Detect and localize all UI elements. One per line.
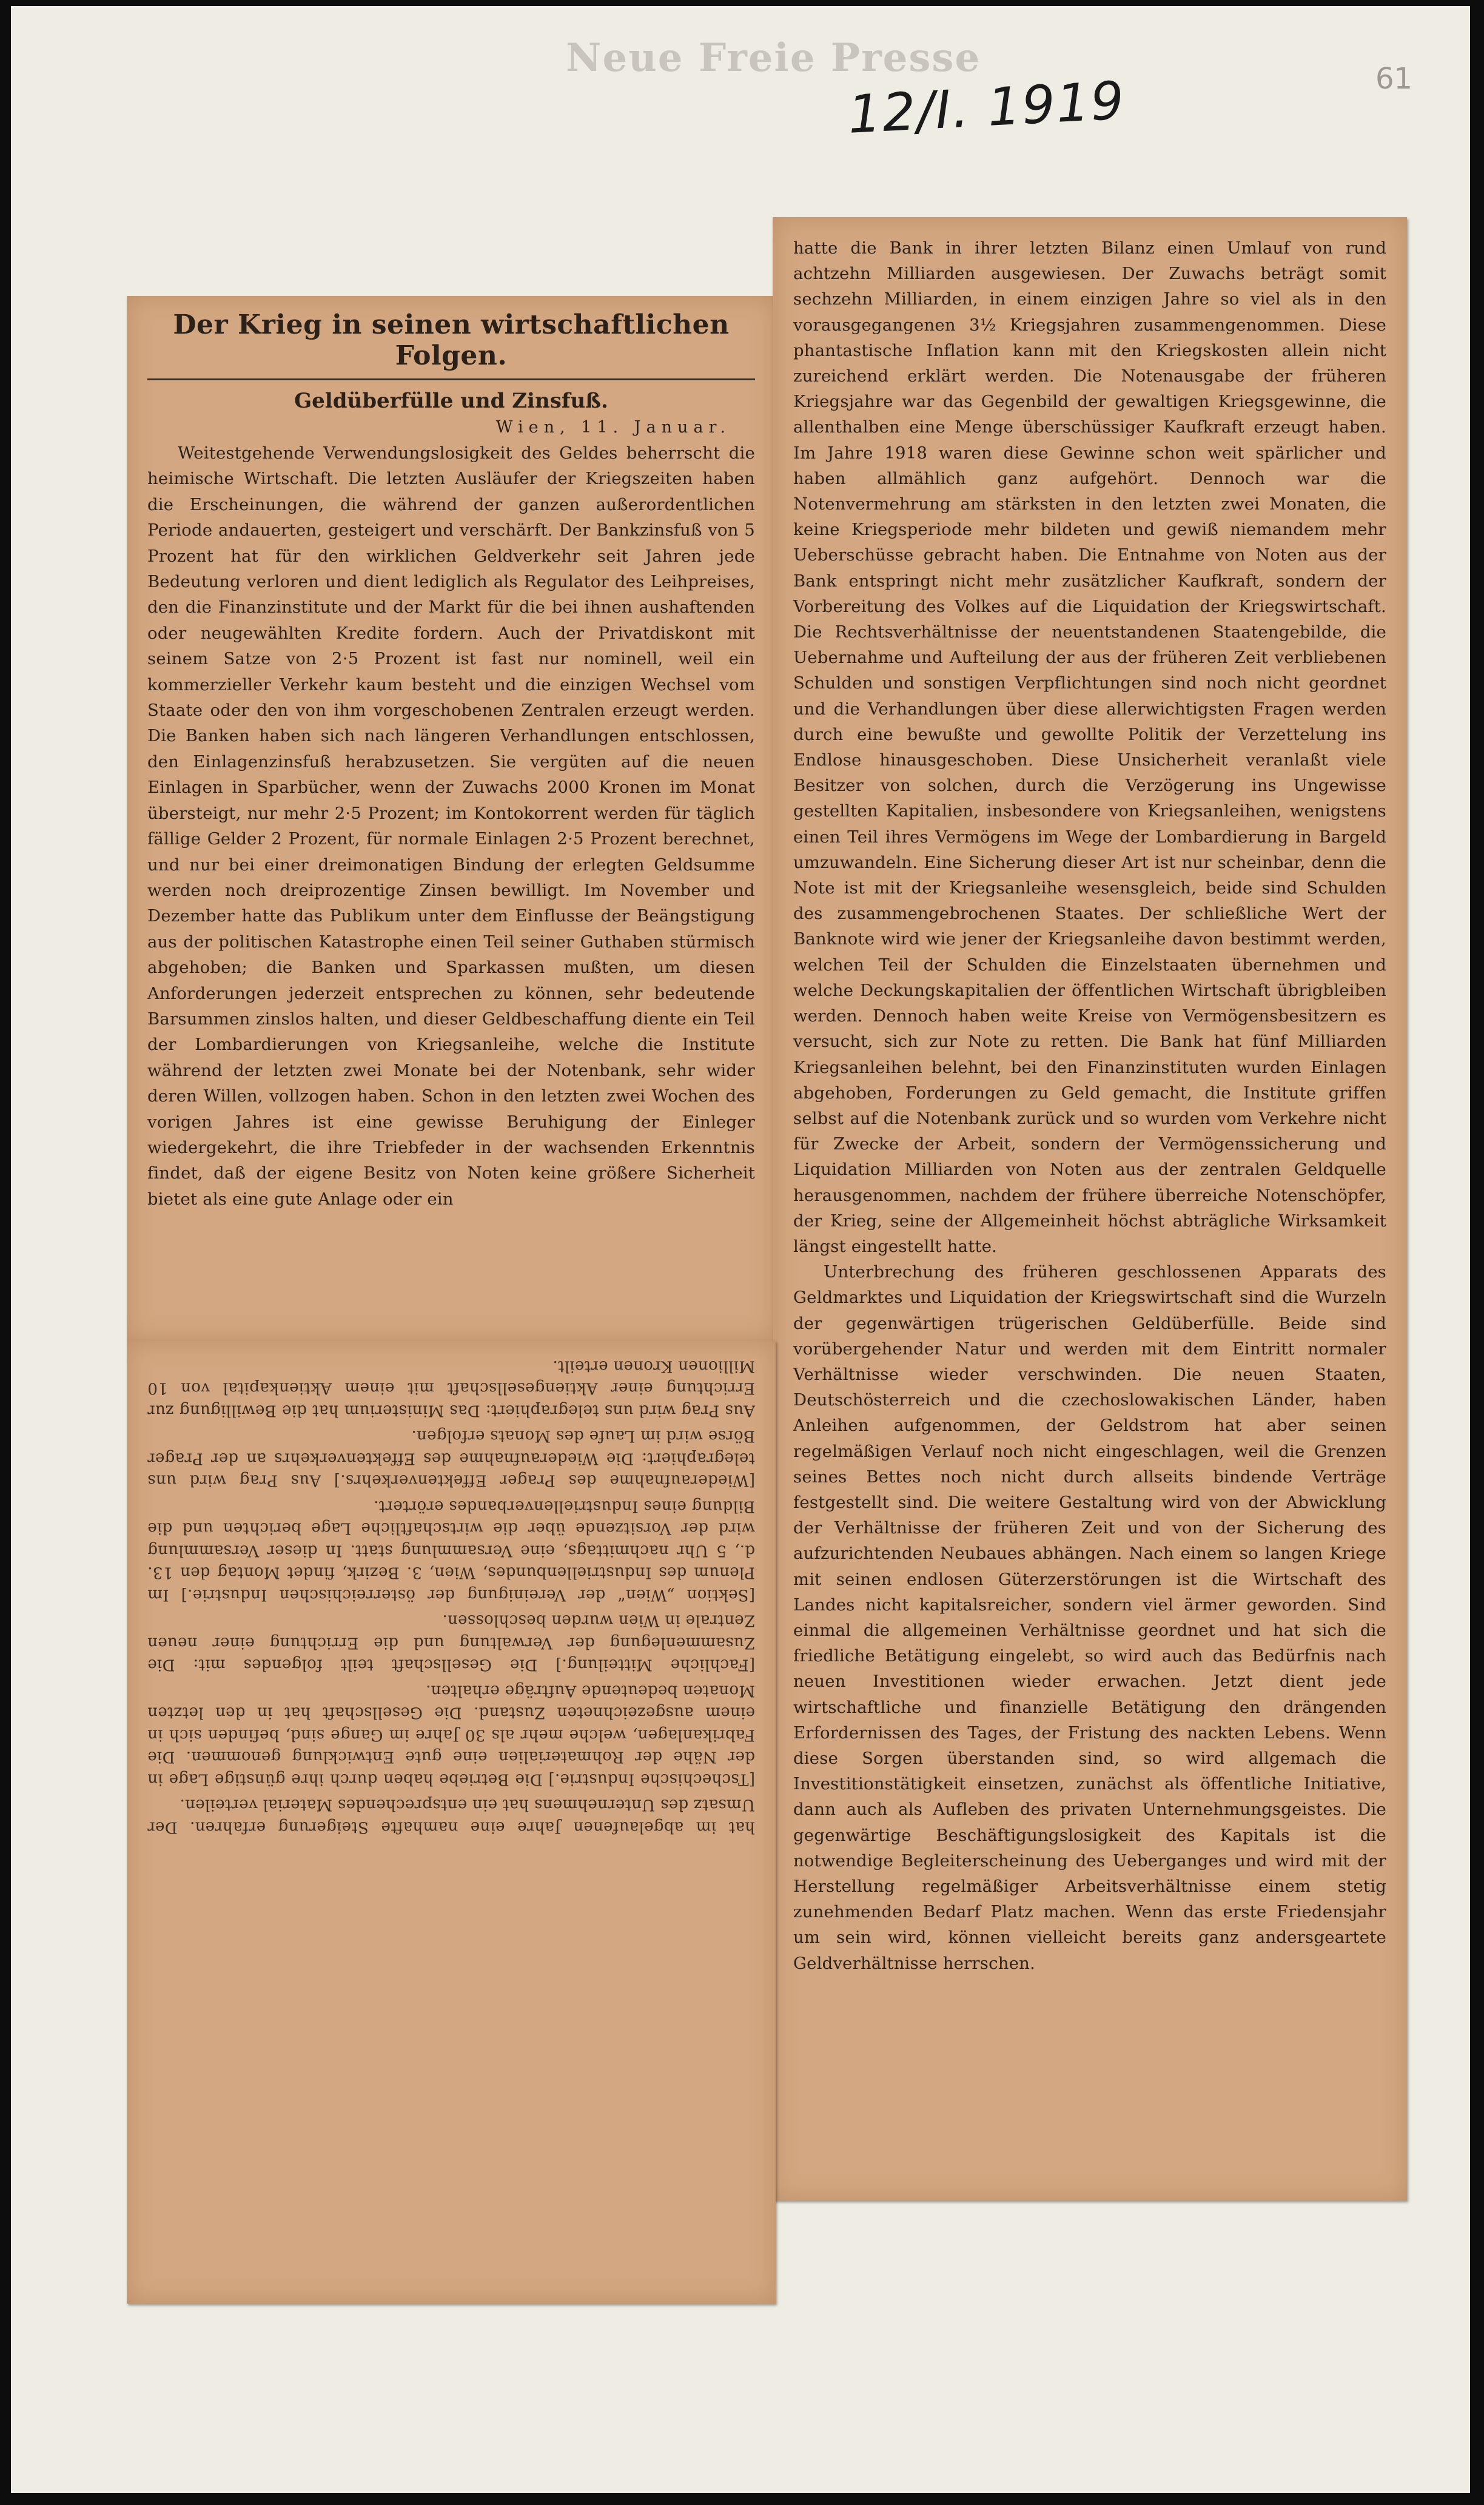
reverse-paragraph: [Sektion „Wien“ der Vereinigung der österreichischen Industrie.] Im Plenum des Industriellenbundes, Wien, 3. Bezirk, findet Montag den 13. d., 5 Uhr nachmittags, eine Versammlung statt. In dieser Versammlung wird der Vorsitzende über die wirtschaftliche Lage berichten und die Bildung eines Industriellenverbandes erörtert. xyxy=(147,1497,755,1604)
clipping-right-column xyxy=(773,217,1407,2201)
newspaper-stamp: Neue Freie Presse xyxy=(566,35,981,81)
article-subheadline: Geldüberfülle und Zinsfuß. xyxy=(294,389,608,413)
article-dateline: Wien, 11. Januar. xyxy=(495,418,731,437)
article-column-2-text-b: Unterbrechung des früheren geschlossenen Apparats des Geldmarktes und Liquidation der Kriegswirtschaft sind die Wurzeln der gegenwärtigen trügerischen Geldüberfülle. Beide sind vorübergehender Natur und werden mit dem Eintritt normaler Verhältnisse wieder verschwinden. Die neuen Staaten, Deutschösterreich und die czechoslowakischen Länder, haben Anleihen aufgenommen, der Geldstrom hat aber seinen regelmäßigen Verlauf noch nicht eingeschlagen, weil die Grenzen seines Bettes noch nicht durch allseits bindende Verträge festgestellt sind. Die weitere Gestaltung wird von der Abwicklung der Verhältnisse der früheren Zeit und von der Sicherung des aufzurichtenden Neubaues abhängen. Nach einem so langen Kriege mit seinen endlosen Güterzerstörungen ist die Wirtschaft des Landes nicht kapitalsreicher, sondern viel ärmer geworden. Sind einmal die allgemeinen Verhältnisse geordnet und hat sich die friedliche Betätigung eingelebt, so wird auch das Bedürfnis nach neuen Investitionen wieder erwachen. Jetzt dient jede wirtschaftliche und finanzielle Betätigung den drängenden Erfordernissen des Tages, der Fristung des nackten Lebens. Wenn diese Sorgen überstanden sind, so wird allgemach die Investitionstätigkeit einsetzen, zunächst als öffentliche Initiative, dann auch als Aufleben des privaten Unternehmungsgeistes. Die gegenwärtige Beschäftigungslosigkeit des Kapitals ist die notwendige Begleiterscheinung des Ueberganges und wird mit der Herstellung regelmäßiger Arbeitsverhältnisse einem stetig zunehmenden Bedarf Platz machen. Wenn das erste Friedensjahr um sein wird, können vielleicht bereits ganz andersgeartete Geldverhältnisse herrschen. xyxy=(793,1262,1386,1973)
clipping-reverse-side xyxy=(127,1340,776,2304)
article-headline: Der Krieg in seinen wirtschaftlichen Folgen. xyxy=(147,309,755,380)
reverse-paragraph: Aus Prag wird uns telegraphiert: Das Ministerium hat die Bewilligung zur Errichtung einer Aktiengesellschaft mit einem Aktienkapital von 10 Millionen Kronen erteilt. xyxy=(147,1357,755,1420)
reverse-side-text xyxy=(147,1355,755,1838)
clipping-left-column xyxy=(127,296,776,1340)
handwritten-date: 12/I. 1919 xyxy=(846,70,1127,146)
article-column-1-text: Weitestgehende Verwendungslosigkeit des Geldes beherrscht die heimische Wirtschaft. Die letzten Ausläufer der Kriegszeiten haben die Erscheinungen, die während der ganzen außerordentlichen Periode andauerten, gesteigert und verschärft. Der Bankzinsfuß von 5 Prozent hat für den wirklichen Geldverkehr seit Jahren jede Bedeutung verloren und dient lediglich als Regulator des Leihpreises, den die Finanzinstitute und der Markt für die bei ihnen aushaftenden oder neugewählten Kredite fordern. Auch der Privatdiskont mit seinem Satze von 2·5 Prozent ist fast nur nominell, weil ein kommerzieller Verkehr kaum besteht und die einzigen Wechsel vom Staate oder den von ihm vorgeschobenen Zentralen erzeugt werden. Die Banken haben sich nach längeren Verhandlungen entschlossen, den Einlagenzinsfuß herabzusetzen. Sie vergüten auf die neuen Einlagen in Sparbücher, wenn der Zuwachs 2000 Kronen im Monat übersteigt, nur mehr 2·5 Prozent; im Kontokorrent werden für täglich fällige Gelder 2 Prozent, für normale Einlagen 2·5 Prozent berechnet, und nur bei einer dreimonatigen Bindung der erlegten Geldsumme werden noch dreiprozentige Zinsen bewilligt. Im November und Dezember hatte das Publikum unter dem Einflusse der Beängstigung aus der politischen Katastrophe einen Teil seiner Guthaben stürmisch abgehoben; die Banken und Sparkassen mußten, um diesen Anforderungen jederzeit entsprechen zu können, sehr bedeutende Barsummen zinslos halten, und dieser Geldbeschaffung diente ein Teil der Lombardierungen von Kriegsanleihe, welche die Institute während der letzten zwei Monate bei der Notenbank, sehr wider deren Willen, vollzogen haben. Schon in den letzten zwei Wochen des vorigen Jahres ist eine gewisse Beruhigung der Einleger wiedergekehrt, die ihre Triebfeder in der wachsenden Erkenntnis findet, daß der eigene Besitz von Noten keine größere Sicherheit bietet als eine gute Anlage oder ein xyxy=(147,443,755,1209)
reverse-paragraph: hat im abgelaufenen Jahre eine namhafte Steigerung erfahren. Der Umsatz des Unternehmens hat ein entsprechendes Material verteilen. xyxy=(147,1796,755,1837)
reverse-paragraph: [Tschechische Industrie.] Die Betriebe haben durch ihre günstige Lage in der Nähe der Rohmaterialien eine gute Entwicklung genommen. Die Fabrikanlagen, welche mehr als 30 Jahre im Gange sind, befinden sich in einem ausgezeichneten Zustand. Die Gesellschaft hat in den letzten Monaten bedeutende Aufträge erhalten. xyxy=(147,1681,755,1789)
reverse-paragraph: [Fachliche Mitteilung.] Die Gesellschaft teilt folgendes mit: Die Zusammenlegung der Verwaltung und die Errichtung einer neuen Zentrale in Wien wurden beschlossen. xyxy=(147,1612,755,1674)
reverse-paragraph: [Wiederaufnahme des Prager Effektenverkehrs.] Aus Prag wird uns telegraphiert: Die Wiederaufnahme des Effektenverkehrs an der Prager Börse wird im Laufe des Monats erfolgen. xyxy=(147,1427,755,1490)
sheet-number: 61 xyxy=(1375,62,1413,96)
article-column-2-text: hatte die Bank in ihrer letzten Bilanz einen Umlauf von rund achtzehn Milliarden ausgewiesen. Der Zuwachs beträgt somit sechzehn Milliarden, in einem einzigen Jahre so viel als in den vorausgegangenen 3½ Kriegsjahren zusammengenommen. Diese phantastische Inflation kann mit den Kriegskosten allein nicht zureichend erklärt werden. Die Notenausgabe der früheren Kriegsjahre war das Gegenbild der gewaltigen Kriegsgewinne, die allenthalben eine Menge überschüssiger Kaufkraft erzeugt haben. Im Jahre 1918 waren diese Gewinne schon weit spärlicher und haben allmählich ganz aufgehört. Dennoch war die Notenvermehrung am stärksten in den letzten zwei Monaten, die keine Kriegsperiode mehr bildeten und gewiß niemandem mehr Ueberschüsse gebracht haben. Die Entnahme von Noten aus der Bank entspringt nicht mehr zusätzlicher Kaufkraft, sondern der Vorbereitung des Volkes auf die Liquidation der Kriegswirtschaft. Die Rechtsverhältnisse der neuentstandenen Staatengebilde, die Uebernahme und Aufteilung der aus der früheren Zeit verbliebenen Schulden und sonstigen Verpflichtungen sind noch nicht geordnet und die Verhandlungen über diese allerwichtigsten Fragen werden durch eine bewußte und gewollte Politik der Verzettelung ins Endlose hinausgeschoben. Diese Unsicherheit veranlaßt viele Besitzer von solchen, durch die Verzögerung ins Ungewisse gestellten Kapitalien, insbesondere von Kriegsanleihen, wenigstens einen Teil ihres Vermögens im Wege der Lombardierung in Bargeld umzuwandeln. Eine Sicherung dieser Art ist nur scheinbar, denn die Note ist mit der Kriegsanleihe wesensgleich, beide sind Schulden des zusammengebrochenen Staates. Der schließliche Wert der Banknote wird wie jener der Kriegsanleihe davon bestimmt werden, welchen Teil der Schulden die Einzelstaaten übernehmen und welche Deckungskapitalien der öffentlichen Wirtschaft übrigbleiben werden. Dennoch haben weite Kreise von Vermögensbesitzern es versucht, sich zur Note zu retten. Die Bank hat fünf Milliarden Kriegsanleihen belehnt, bei den Finanzinstituten wurden Einlagen abgehoben, Forderungen zu Geld gemacht, die Institute griffen selbst auf die Notenbank zurück und so wurden vom Verkehre nicht für Zwecke der Arbeit, sondern der Vermögenssicherung und Liquidation Milliarden von Noten aus der zentralen Geldquelle herausgenommen, nachdem der frühere überreiche Notenschöpfer, der Krieg, seine der Allgemeinheit höchst abträgliche Wirksamkeit längst eingestellt hatte. xyxy=(793,238,1386,1256)
